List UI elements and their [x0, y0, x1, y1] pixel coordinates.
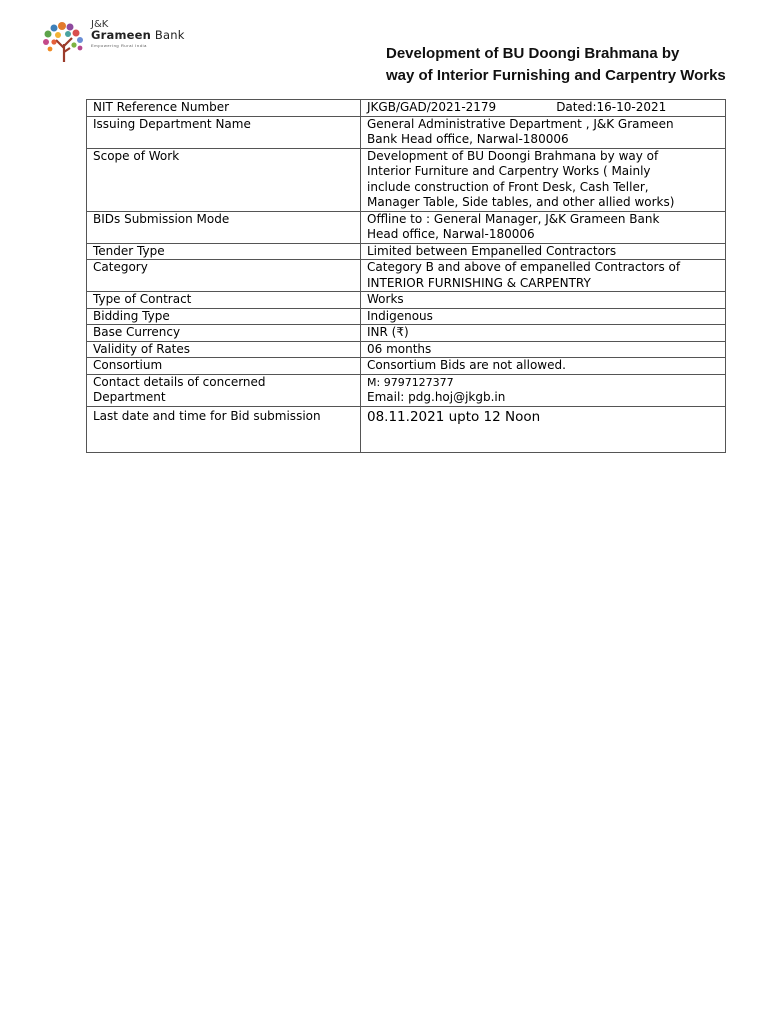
logo-bank: Bank — [151, 28, 185, 42]
table-row — [87, 341, 726, 358]
validity-value: 06 months — [361, 341, 726, 358]
scope-label: Scope of Work — [87, 148, 361, 211]
category-label: Category — [87, 260, 361, 292]
bids-line-2: Head office, Narwal-180006 — [367, 227, 535, 241]
table-row — [87, 260, 726, 292]
tender-label: Tender Type — [87, 243, 361, 260]
category-line-2: INTERIOR FURNISHING & CARPENTRY — [367, 275, 591, 290]
table-row — [87, 100, 726, 117]
table-row — [87, 374, 726, 406]
contact-email: Email: pdg.hoj@jkgb.in — [367, 390, 506, 404]
nit-date: Dated:16-10-2021 — [556, 100, 667, 114]
scope-line-3: include construction of Front Desk, Cash Teller, — [367, 179, 649, 194]
nit-value: JKGB/GAD/2021-2179 — [367, 100, 497, 114]
scope-line-2: Interior Furniture and Carpentry Works ( Mainly — [367, 164, 651, 178]
bank-logo — [40, 18, 190, 64]
nit-cell — [361, 100, 726, 117]
table-row — [87, 325, 726, 342]
contract-label: Type of Contract — [87, 292, 361, 309]
scope-cell — [361, 148, 726, 211]
dept-line-1: General Administrative Department , J&K Grameen — [367, 116, 674, 131]
contract-value: Works — [361, 292, 726, 309]
dept-label: Issuing Department Name — [87, 116, 361, 148]
bids-label: BIDs Submission Mode — [87, 211, 361, 243]
lastdate-value: 08.11.2021 upto 12 Noon — [361, 406, 726, 452]
contact-cell — [361, 374, 726, 406]
bidding-value: Indigenous — [361, 308, 726, 325]
tender-details-table — [86, 99, 726, 453]
table-row — [87, 308, 726, 325]
category-cell — [361, 260, 726, 292]
contact-label-line-2: Department — [93, 390, 166, 404]
logo-grameen: Grameen — [91, 28, 152, 42]
table-row — [87, 406, 726, 452]
table-row — [87, 358, 726, 375]
bids-line-1: Offline to : General Manager, J&K Grameen Bank — [367, 211, 660, 226]
title-line-2: way of Interior Furnishing and Carpentry Works — [386, 67, 726, 84]
logo-tagline: Empowering Rural India — [91, 42, 147, 48]
bids-cell — [361, 211, 726, 243]
logo-bank-name — [91, 30, 185, 42]
validity-label: Validity of Rates — [87, 341, 361, 358]
tender-value: Limited between Empanelled Contractors — [361, 243, 726, 260]
scope-line-4: Manager Table, Side tables, and other allied works) — [367, 195, 675, 209]
contact-label — [87, 374, 361, 406]
table-row — [87, 243, 726, 260]
contact-phone: M: 9797127377 — [367, 375, 454, 389]
logo-jk: J&K — [91, 19, 109, 30]
dept-line-2: Bank Head office, Narwal-180006 — [367, 132, 569, 146]
currency-label: Base Currency — [87, 325, 361, 342]
consortium-label: Consortium — [87, 358, 361, 375]
scope-line-1: Development of BU Doongi Brahmana by way of — [367, 148, 659, 163]
consortium-value: Consortium Bids are not allowed. — [361, 358, 726, 375]
lastdate-label: Last date and time for Bid submission — [87, 406, 361, 452]
table-row — [87, 292, 726, 309]
title-line-1: Development of BU Doongi Brahmana by — [386, 45, 680, 62]
currency-value: INR (₹) — [361, 325, 726, 342]
nit-label: NIT Reference Number — [87, 100, 361, 117]
category-line-1: Category B and above of empanelled Contractors of — [367, 260, 681, 274]
contact-label-line-1: Contact details of concerned — [93, 374, 266, 389]
document-title — [386, 43, 756, 87]
bidding-label: Bidding Type — [87, 308, 361, 325]
dept-cell — [361, 116, 726, 148]
table-row — [87, 116, 726, 148]
tree-logo-icon — [40, 18, 90, 64]
table-row — [87, 211, 726, 243]
table-row — [87, 148, 726, 211]
